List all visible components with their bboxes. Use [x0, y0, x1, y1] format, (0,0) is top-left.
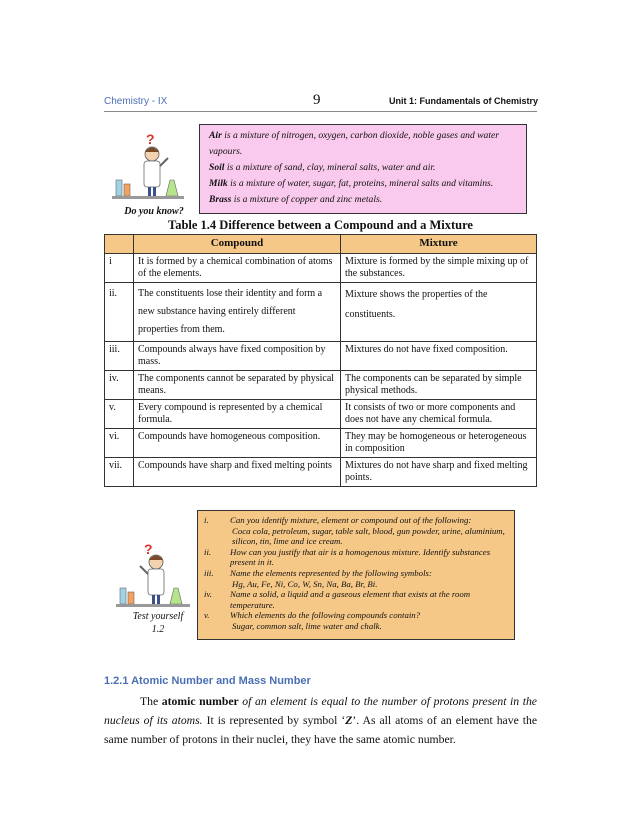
- header-subject: Chemistry - IX: [104, 96, 168, 107]
- test-yourself-box: [197, 510, 515, 640]
- table-row: [105, 400, 537, 429]
- header-cell: Compound: [134, 235, 341, 254]
- row-number: ii.: [105, 283, 134, 342]
- mixture-cell: Mixture shows the properties of the constituents.: [341, 283, 537, 342]
- header-cell: Mixture: [341, 235, 537, 254]
- question-item: iv. Name a solid, a liquid and a gaseous element that exists at the room temperature.: [204, 589, 471, 610]
- row-number: vii.: [105, 458, 134, 487]
- row-number: i: [105, 254, 134, 283]
- compound-cell: It is formed by a chemical combination of atoms of the elements.: [134, 254, 341, 283]
- section-paragraph: The atomic number of an element is equal to the number of protons present in the nucleus of its atoms. It is represented by symbol ‘Z’. As all atoms of an element have the same number of protons in their nuclei, they have the same atomic number.: [104, 695, 538, 746]
- table-row: [105, 254, 537, 283]
- table-caption: Table 1.4 Difference between a Compound and a Mixture: [168, 218, 473, 232]
- row-number: iii.: [105, 342, 134, 371]
- mixture-cell: It consists of two or more components and does not have any chemical formula.: [341, 400, 537, 429]
- row-number: iv.: [105, 371, 134, 400]
- table-row: [105, 458, 537, 487]
- mixture-cell: Mixture is formed by the simple mixing up of the substances.: [341, 254, 537, 283]
- table-row: [105, 371, 537, 400]
- section-heading: 1.2.1 Atomic Number and Mass Number: [104, 675, 311, 687]
- fact-line: Milk is a mixture of water, sugar, fat, proteins, mineral salts and vitamins.: [209, 178, 494, 189]
- question-item: i. Can you identify mixture, element or compound out of the following: Coca cola, petroleum, sugar, table salt, blood, gun powder, urine, aluminium, silicon, tin, lime and ice cream.: [204, 515, 505, 547]
- header-cell: [105, 235, 134, 254]
- row-number: vi.: [105, 429, 134, 458]
- row-number: v.: [105, 400, 134, 429]
- do-you-know-box: [199, 124, 527, 214]
- table-header-row: [105, 235, 537, 254]
- compound-cell: Compounds have sharp and fixed melting points: [134, 458, 341, 487]
- mixture-cell: Mixtures do not have sharp and fixed melting points.: [341, 458, 537, 487]
- svg-text:?: ?: [146, 131, 155, 147]
- compound-cell: The components cannot be separated by physical means.: [134, 371, 341, 400]
- table-row: [105, 342, 537, 371]
- do-you-know-label: Do you know?: [124, 206, 184, 217]
- header-unit: Unit 1: Fundamentals of Chemistry: [388, 96, 538, 106]
- fact-line: Air is a mixture of nitrogen, oxygen, carbon dioxide, noble gases and water vapours.: [209, 130, 500, 157]
- compound-cell: The constituents lose their identity and form a new substance having entirely different properties from them.: [134, 283, 341, 342]
- mixture-cell: Mixtures do not have fixed composition.: [341, 342, 537, 371]
- mixture-cell: The components can be separated by simple physical methods.: [341, 371, 537, 400]
- comparison-table: [104, 234, 537, 487]
- scientist-illustration-icon: [108, 130, 188, 202]
- question-item: iii. Name the elements represented by the following symbols: Hg, Au, Fe, Ni, Co, W, Sn, Na, Ba, Br, Bi.: [204, 567, 432, 589]
- table-row: [105, 429, 537, 458]
- compound-cell: Compounds have homogeneous composition.: [134, 429, 341, 458]
- page-number: 9: [313, 92, 321, 108]
- compound-cell: Compounds always have fixed composition by mass.: [134, 342, 341, 371]
- question-item: ii. How can you justify that air is a homogenous mixture. Identify substances present in it.: [204, 546, 491, 568]
- svg-text:?: ?: [144, 541, 153, 557]
- mixture-cell: They may be homogeneous or heterogeneous in composition: [341, 429, 537, 458]
- fact-line: Brass is a mixture of copper and zinc metals.: [209, 194, 383, 205]
- question-item: v. Which elements do the following compounds contain? Sugar, common salt, lime water and chalk.: [204, 610, 421, 631]
- fact-line: Soil is a mixture of sand, clay, mineral salts, water and air.: [209, 162, 436, 173]
- compound-cell: Every compound is represented by a chemical formula.: [134, 400, 341, 429]
- table-row: [105, 283, 537, 342]
- scientist-illustration-icon: [114, 540, 194, 610]
- header-divider: [104, 111, 537, 112]
- test-yourself-label: Test yourself 1.2: [132, 611, 184, 635]
